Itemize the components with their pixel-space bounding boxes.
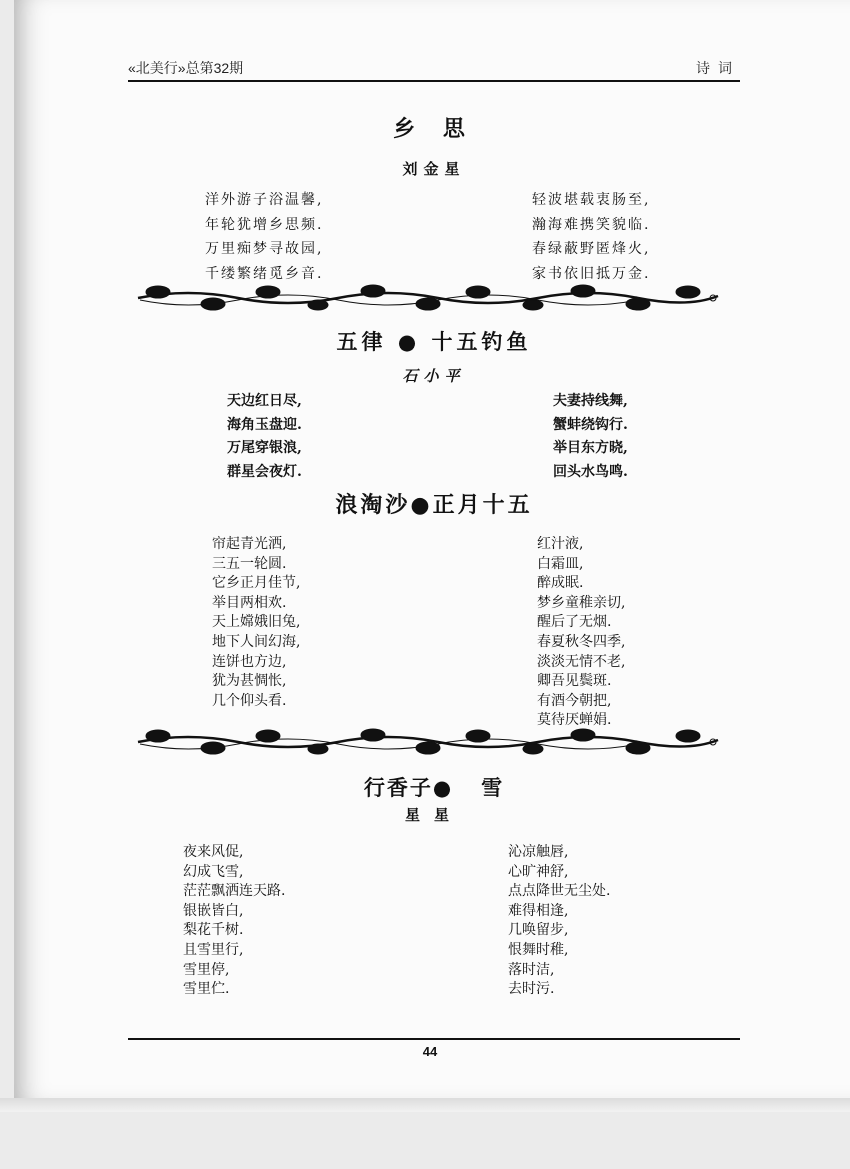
poem-line: 三五一轮圆.: [212, 555, 287, 572]
poem-line: 落时洁,: [508, 961, 555, 978]
poem-line: 银嵌皆白,: [183, 902, 244, 919]
poem-right-column: [537, 535, 625, 731]
poem-line: 它乡正月佳节,: [212, 575, 301, 592]
poem-line: 去时污.: [508, 981, 555, 998]
poem-line: 卿吾见鬓斑.: [537, 673, 612, 690]
poem-title: 行香子● 雪: [363, 775, 505, 800]
poem-line: 醒后了无烟.: [537, 614, 612, 631]
footer-rule: [128, 1038, 740, 1040]
poem-line: 幻成飞雪,: [183, 863, 244, 880]
poem-line: 梨花千树.: [183, 922, 244, 939]
poem-title: 五律 ● 十五钓鱼: [336, 329, 532, 354]
poem-line: 地下人间幻海,: [212, 633, 301, 650]
poem-line: 点点降世无尘处.: [508, 883, 611, 900]
poem-line: 春绿蔽野匿烽火,: [532, 241, 651, 257]
poem-line: 家书依旧抵万金.: [532, 265, 651, 282]
poem-right-column: [553, 390, 628, 484]
poem-line: 且雪里行,: [183, 941, 244, 958]
poem-line: 洋外游子浴温馨,: [205, 192, 324, 208]
poem-title: 乡 思: [393, 116, 475, 142]
poem-line: 心旷神舒,: [508, 863, 569, 880]
poem-line: 天边红日尽,: [227, 393, 302, 409]
scan-bottom-edge: [0, 1098, 850, 1112]
poem-line: 难得相逢,: [508, 902, 569, 919]
poem-line: 犹为甚惆怅,: [212, 673, 287, 690]
poem-line: 春夏秋冬四季,: [537, 633, 626, 650]
poem-line: 梦乡童稚亲切,: [537, 594, 626, 611]
poem-line: 蟹蚌绕钩行.: [553, 416, 628, 433]
poem-line: 海角玉盘迎.: [227, 416, 302, 433]
header-rule: [128, 80, 740, 82]
poem-line: 夫妻持线舞,: [553, 393, 628, 409]
poem-line: 几个仰头看.: [212, 692, 287, 709]
poem-line: 淡淡无情不老,: [537, 653, 626, 670]
section-name: 诗词: [696, 60, 740, 76]
poem-line: 轻波堪载衷肠至,: [532, 192, 651, 208]
poem-left-column: [205, 188, 323, 286]
poem-line: 茫茫飘洒连天路.: [183, 883, 286, 900]
poem-line: 万尾穿银浪,: [227, 440, 302, 456]
journal-issue: «北美行»总第32期: [128, 60, 244, 76]
poem-author: 石小平: [402, 367, 466, 385]
running-header: [128, 58, 740, 80]
poem-line: 举目东方晓,: [553, 440, 628, 456]
page-number: 44: [422, 1044, 438, 1059]
vine-ornament-divider: [128, 722, 728, 762]
poem-right-column: [532, 188, 650, 286]
poem-line: 沁凉触唇,: [508, 844, 569, 860]
poem-line: 红汁液,: [537, 536, 584, 552]
poem-line: 几唤留步,: [508, 922, 569, 939]
poem-line: 醉成眠.: [537, 575, 584, 592]
poem-author: 刘金星: [402, 160, 466, 178]
poem-line: 天上嫦娥旧兔,: [212, 614, 301, 631]
poem-line: 年轮犹增乡思频.: [205, 216, 324, 233]
poem-line: 回头水鸟鸣.: [553, 463, 628, 480]
poem-line: 有酒今朝把,: [537, 692, 612, 709]
poem-title: 浪淘沙●正月十五: [335, 492, 533, 518]
poem-line: 群星会夜灯.: [227, 463, 302, 480]
vine-ornament-divider: [128, 278, 728, 318]
poem-line: 瀚海难携笑貌临.: [532, 216, 651, 233]
poem-line: 连饼也方边,: [212, 653, 287, 670]
poem-line: 夜来风促,: [183, 844, 244, 860]
poem-left-column: [227, 390, 302, 484]
poem-line: 雪里伫.: [183, 981, 230, 998]
poem-left-column: [212, 535, 300, 711]
poem-line: 举目两相欢.: [212, 594, 287, 611]
poem-line: 莫待厌蝉娟.: [537, 712, 612, 729]
poem-line: 雪里停,: [183, 961, 230, 978]
poem-line: 恨舞时稚,: [508, 941, 569, 958]
poem-left-column: [183, 843, 285, 1000]
poem-right-column: [508, 843, 610, 1000]
poem-line: 千缕繁绪觅乡音.: [205, 265, 324, 282]
poem-line: 白霜皿,: [537, 555, 584, 572]
poem-author: 星星: [404, 806, 463, 824]
poem-line: 帘起青光洒,: [212, 536, 287, 552]
poem-line: 万里痴梦寻故园,: [205, 241, 324, 257]
